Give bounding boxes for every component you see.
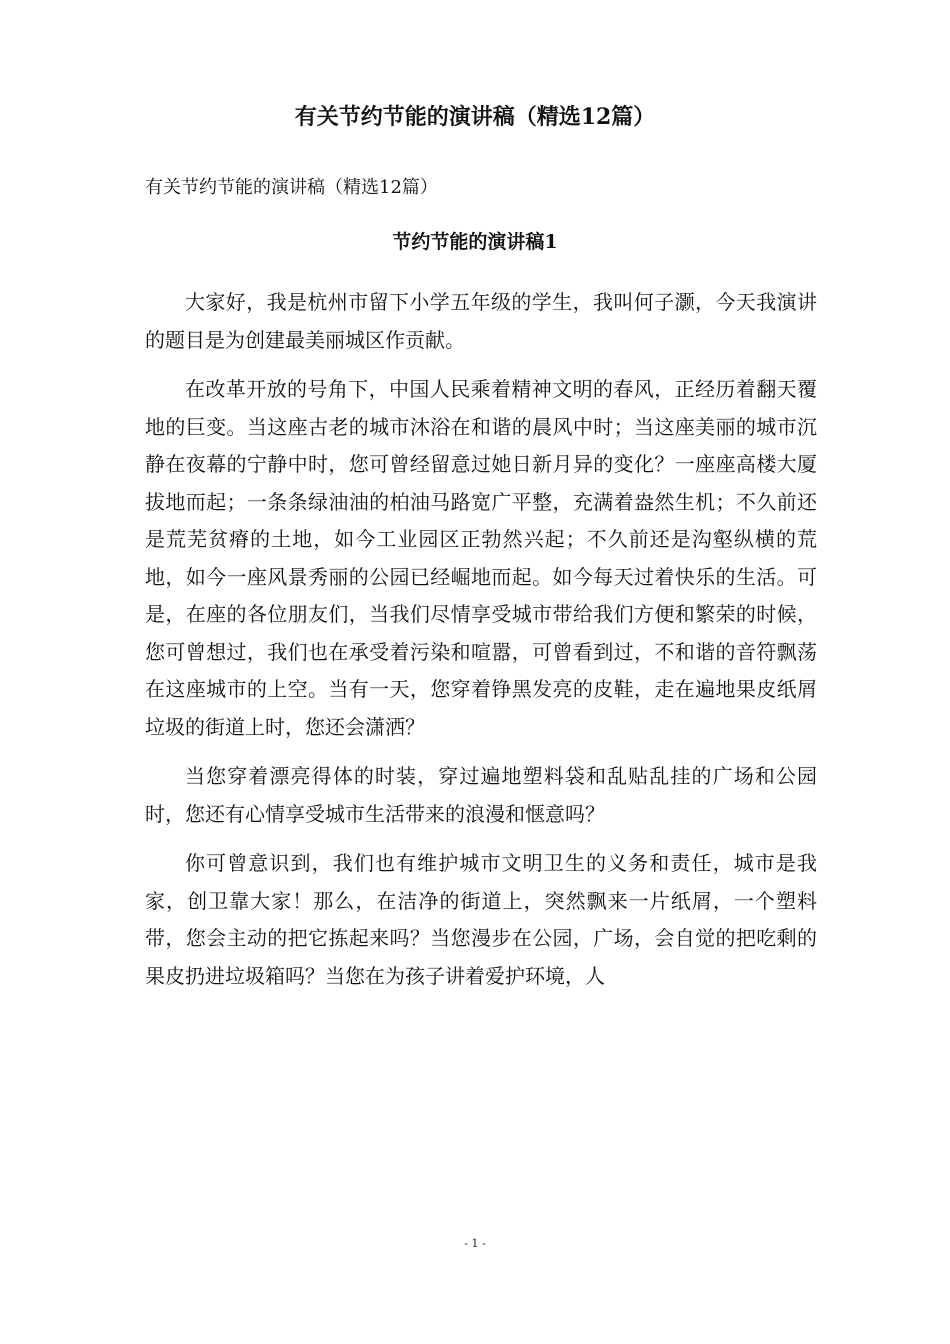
speech-body <box>145 284 817 1007</box>
paragraph-4: 你可曾意识到，我们也有维护城市文明卫生的义务和责任，城市是我家，创卫靠大家！那么，在洁净的街道上，突然飘来一片纸屑，一个塑料带，您会主动的把它拣起来吗？当您漫步在公园，广场，会自觉的把吃剩的果皮扔进垃圾箱吗？当您在为孩子讲着爱护环境，人 <box>145 851 817 988</box>
paragraph-1: 大家好，我是杭州市留下小学五年级的学生，我叫何子灏，今天我演讲的题目是为创建最美丽城区作贡献。 <box>145 290 817 352</box>
document-title: 有关节约节能的演讲稿（精选12篇） <box>294 104 656 130</box>
page-number: - 1 - <box>464 1237 486 1250</box>
paragraph-2: 在改革开放的号角下，中国人民乘着精神文明的春风，正经历着翻天覆地的巨变。当这座古老的城市沐浴在和谐的晨风中时；当这座美丽的城市沉静在夜幕的宁静中时，您可曾经留意过她日新月异的变化？一座座高楼大厦拔地而起；一条条绿油油的柏油马路宽广平整，充满着盎然生机；不久前还是荒芜贫瘠的土地，如今工业园区正勃然兴起；不久前还是沟壑纵横的荒地，如今一座风景秀丽的公园已经崛地而起。如今每天过着快乐的生活。可是，在座的各位朋友们，当我们尽情享受城市带给我们方便和繁荣的时候，您可曾想过，我们也在承受着污染和喧嚣，可曾看到过，不和谐的音符飘荡在这座城市的上空。当有一天，您穿着铮黑发亮的皮鞋，走在遍地果皮纸屑垃圾的街道上时，您还会潇洒？ <box>145 377 817 739</box>
document-subtitle: 有关节约节能的演讲稿（精选12篇） <box>145 177 438 198</box>
paragraph-3: 当您穿着漂亮得体的时装，穿过遍地塑料袋和乱贴乱挂的广场和公园时，您还有心情享受城市生活带来的浪漫和惬意吗？ <box>145 764 817 826</box>
section-heading: 节约节能的演讲稿1 <box>392 231 558 253</box>
